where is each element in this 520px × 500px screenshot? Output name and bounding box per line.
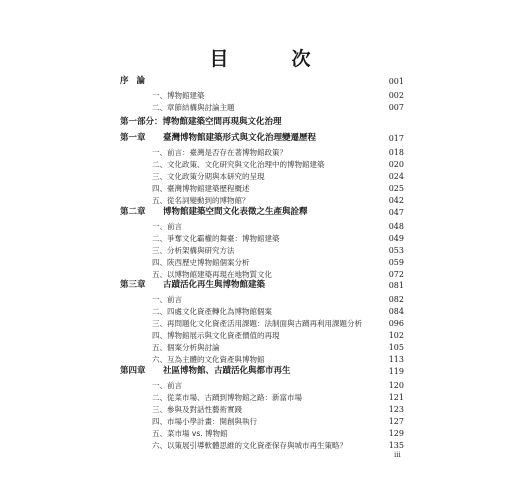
page-number: 047: [388, 208, 404, 217]
page-number: 007: [388, 103, 404, 112]
entry-title: 五、菜市場 vs. 博物館: [152, 429, 228, 438]
chapter-heading-row: [0, 206, 520, 219]
intro-label: 序論: [120, 76, 154, 86]
entry-title: 四、臺灣博物館建築歷程概述: [152, 184, 250, 193]
chapter-label: 第三章: [120, 280, 146, 290]
page-number: 059: [388, 258, 404, 267]
entry-title: 三、參與及對話性藝術實踐: [152, 405, 242, 414]
entry-title: 五、從名詞變動到的博物館？: [152, 196, 250, 205]
page-number: 024: [388, 172, 404, 181]
page-number: 018: [388, 148, 404, 157]
entry-title: 三、文化政策分期與本研究的呈現: [152, 172, 265, 181]
entry-title: 四、博物館展示與文化資產價值的再現: [152, 331, 280, 340]
page-number: 127: [388, 417, 404, 426]
entry-title: 一、前言: [152, 381, 182, 390]
chapter-label: 第四章: [120, 366, 146, 376]
part-title: 第一部分：博物館建築空間再現與文化治理: [120, 117, 282, 127]
chapter-heading-row: [0, 365, 520, 378]
chapter-title: 臺灣博物館建築形式與文化治理變遷歷程: [163, 133, 317, 143]
entry-title: 四、市場小學計畫：開創與執行: [152, 417, 257, 426]
page-number: 121: [388, 393, 404, 402]
entry-title: 六、互為主體的文化資產與博物館: [152, 355, 265, 364]
page-number: 082: [388, 295, 404, 304]
entry-title: 二、四處文化資產轉化為博物館個案: [152, 307, 272, 316]
page-number: 119: [388, 367, 404, 376]
page-number: 042: [388, 196, 404, 205]
chapter-title: 社區博物館、古蹟活化與都市再生: [163, 366, 291, 376]
page-number: 048: [388, 222, 404, 231]
page-number: 135: [388, 441, 404, 450]
page-number: 053: [388, 246, 404, 255]
entry-title: 一、前言: [152, 222, 182, 231]
page-number: 084: [388, 307, 404, 316]
page-number: 105: [388, 343, 404, 352]
page-number: 072: [388, 270, 404, 279]
page-number: 002: [388, 91, 404, 100]
chapter-title: 博物館建築空間文化表徵之生產與詮釋: [163, 207, 308, 217]
entry-title: 一、前言：臺灣是否存在著博物館政策？: [152, 148, 287, 157]
entry-title: 一、前言: [152, 295, 182, 304]
page-number: 123: [388, 405, 404, 414]
entry-title: 二、章節結構與討論主題: [152, 103, 235, 112]
chapter-label: 第一章: [120, 133, 146, 143]
page-number: 025: [388, 184, 404, 193]
chapter-title: 古蹟活化再生與博物館建築: [163, 280, 266, 290]
entry-title: 五、以博物館建築再現在地物質文化: [152, 270, 272, 279]
toc-entry: [0, 439, 520, 452]
entry-title: 二、文化政策、文化研究與文化治理中的博物館建築: [152, 160, 325, 169]
page-number: 001: [388, 77, 404, 86]
chapter-heading-row: [0, 132, 520, 145]
toc-entry: [0, 101, 520, 114]
page-title: 目 次: [209, 48, 333, 70]
entry-title: 三、分析架構與研究方法: [152, 246, 235, 255]
entry-title: 一、博物館建築: [152, 91, 205, 100]
page-number: 120: [388, 381, 404, 390]
page-number: 049: [388, 234, 404, 243]
entry-title: 六、以策展引導軟體思維的文化資產保存與城市再生策略？: [152, 441, 347, 450]
entry-title: 二、從菜市場、古蹟到博物館之路：新富市場: [152, 393, 302, 402]
page-number: 017: [388, 134, 404, 143]
page-number: 129: [388, 429, 404, 438]
chapter-label: 第二章: [120, 207, 146, 217]
page-number: 081: [388, 281, 404, 290]
part-heading-row: [0, 116, 520, 129]
entry-title: 四、陝西歷史博物館個案分析: [152, 258, 250, 267]
chapter-heading-row: [0, 279, 520, 292]
entry-title: 二、爭奪文化霸權的舞臺：博物館建築: [152, 234, 280, 243]
intro-heading-row: [0, 75, 520, 88]
entry-title: 五、個案分析與討論: [152, 343, 220, 352]
page-number: 102: [388, 331, 404, 340]
page-number: 020: [388, 160, 404, 169]
page-number: 113: [388, 355, 404, 364]
entry-title: 三、再問題化文化資產活用課題：法制面與古蹟再利用課題分析: [152, 319, 362, 328]
page-number-footer: iii: [394, 451, 401, 459]
page-number: 096: [388, 319, 404, 328]
